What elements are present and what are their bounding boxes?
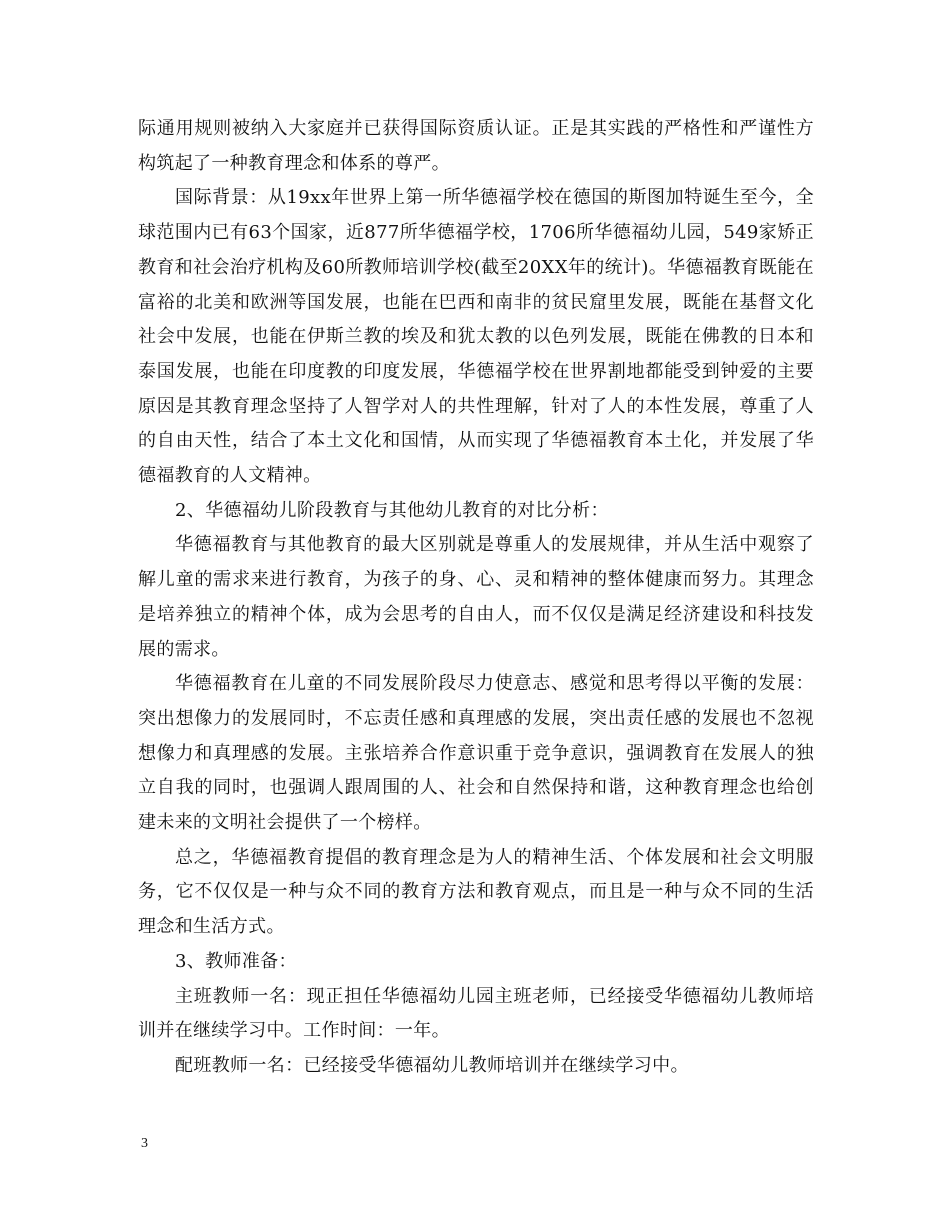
paragraph-international-background: 国际背景：从19xx年世界上第一所华德福学校在德国的斯图加特诞生至今，全球范围内已有63个国家，近877所华德福学校，1706所华德福幼儿园，549家矫正教育和社会治疗机构及60所教师培训学校(截至20XX年的统计)。华德福教育既能在富裕的北美和欧洲等国发展，也能在巴西和南非的贫民窟里发展，既能在基督文化社会中发展，也能在伊斯兰教的埃及和犹太教的以色列发展，既能在佛教的日本和泰国发展，也能在印度教的印度发展，华德福学校在世界割地都能受到钟爱的主要原因是其教育理念坚持了人智学对人的共性理解，针对了人的本性发展，尊重了人的自由天性，结合了本土文化和国情，从而实现了华德福教育本土化，并发展了华德福教育的人文精神。 [138, 187, 814, 487]
paragraph-assistant-teacher: 配班教师一名：已经接受华德福幼儿教师培训并在继续学习中。 [175, 1054, 689, 1076]
paragraph-lead-teacher: 主班教师一名：现正担任华德福幼儿园主班老师，已经接受华德福幼儿教师培训并在继续学习中。工作时间：一年。 [138, 985, 814, 1042]
paragraph-development-balance: 华德福教育在儿童的不同发展阶段尽力使意志、感觉和思考得以平衡的发展：突出想像力的发展同时，不忘责任感和真理感的发展，突出责任感的发展也不忽视想像力和真理感的发展。主张培养合作意识重于竞争意识，强调教育在发展人的独立自我的同时，也强调人跟周围的人、社会和自然保持和谐，这种教育理念也给创建未来的文明社会提供了一个榜样。 [138, 673, 814, 834]
section-heading-teachers: 3、教师准备： [175, 950, 297, 972]
paragraph-summary: 总之，华德福教育提倡的教育理念是为人的精神生活、个体发展和社会文明服务，它不仅仅是一种与众不同的教育方法和教育观点，而且是一种与众不同的生活理念和生活方式。 [138, 846, 814, 938]
section-heading-comparison: 2、华德福幼儿阶段教育与其他幼儿教育的对比分析： [175, 499, 609, 521]
paragraph-comparison: 华德福教育与其他教育的最大区别就是尊重人的发展规律，并从生活中观察了解儿童的需求来进行教育，为孩子的身、心、灵和精神的整体健康而努力。其理念是培养独立的精神个体，成为会思考的自由人，而不仅仅是满足经济建设和科技发展的需求。 [138, 534, 814, 660]
body-text [138, 112, 814, 1084]
paragraph-continuation: 际通用规则被纳入大家庭并已获得国际资质认证。正是其实践的严格性和严谨性方构筑起了一种教育理念和体系的尊严。 [138, 118, 814, 174]
page-number: 3 [141, 1136, 148, 1151]
